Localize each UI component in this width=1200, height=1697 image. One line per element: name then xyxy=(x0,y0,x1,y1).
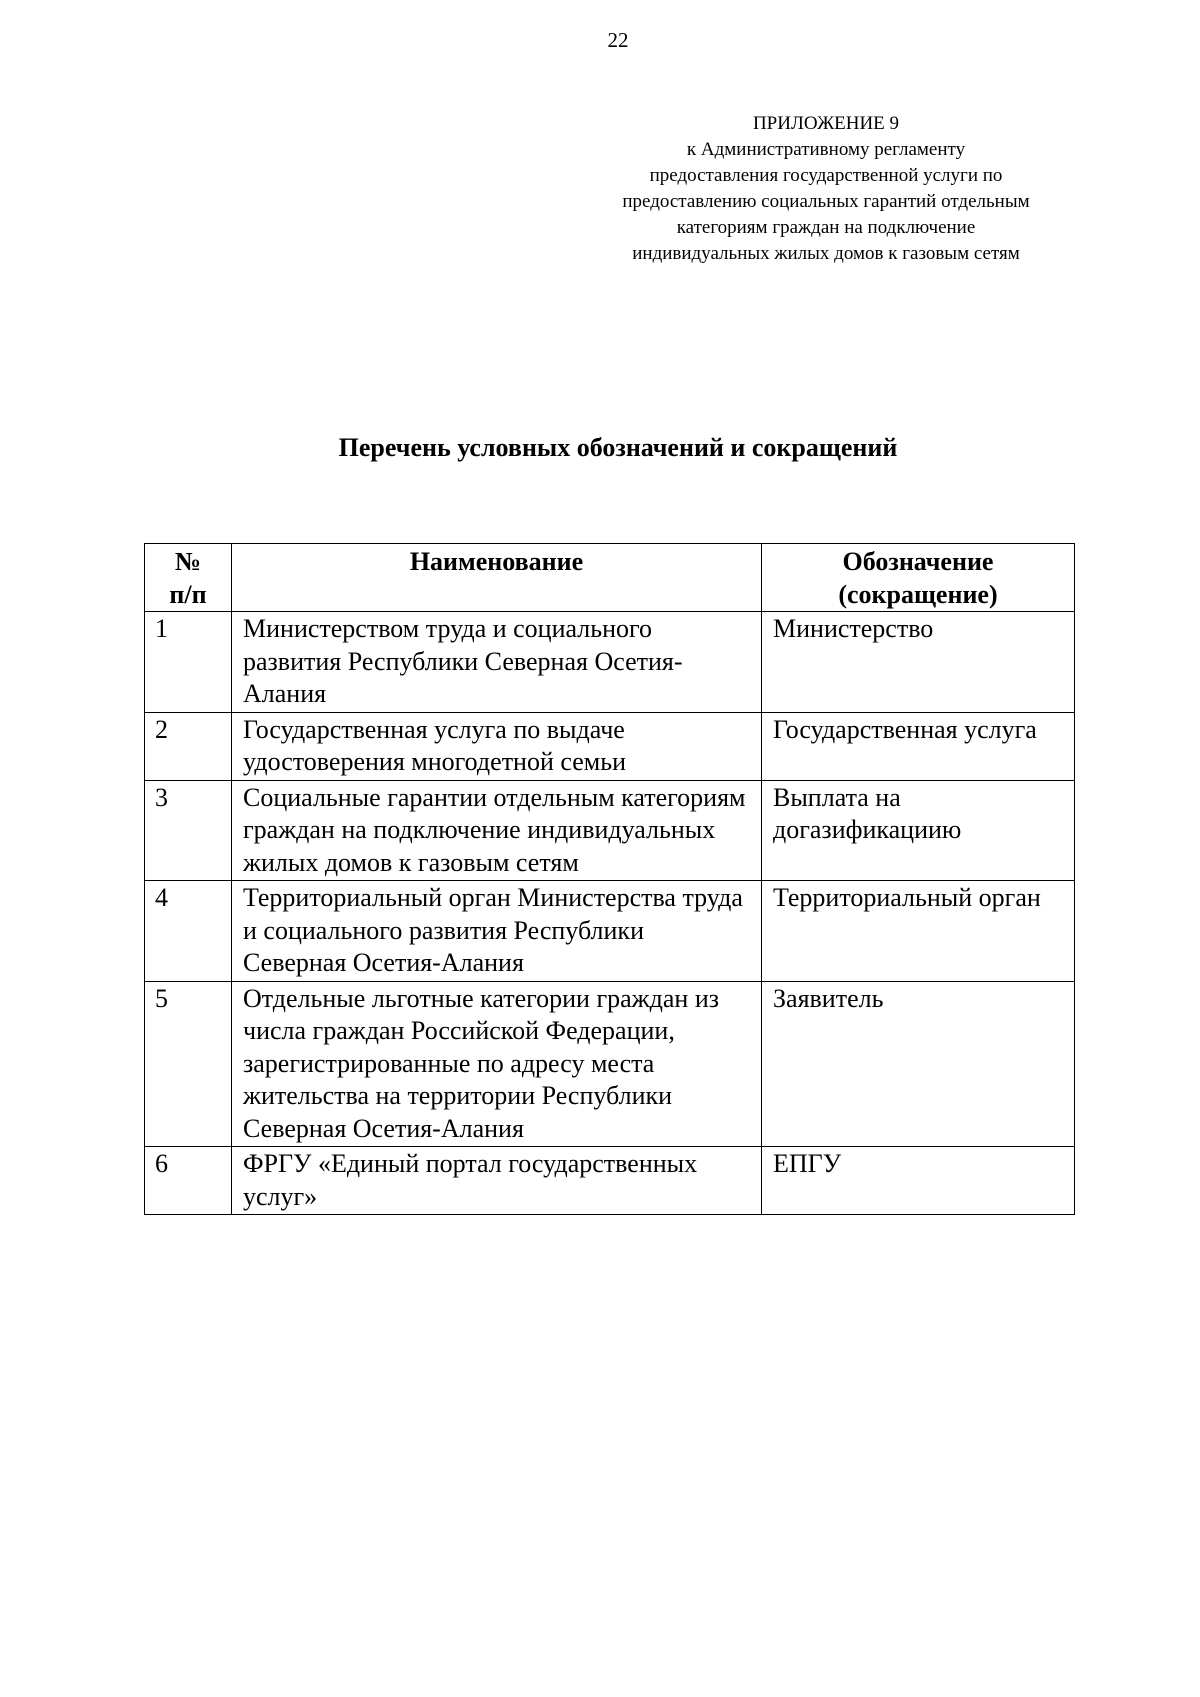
appendix-line: индивидуальных жилых домов к газовым сетям xyxy=(632,243,1020,264)
header-abbreviation-line2: (сокращение) xyxy=(838,579,998,609)
header-name: Наименование xyxy=(232,544,762,612)
row-abbreviation: Министерство xyxy=(762,612,1075,713)
row-number: 5 xyxy=(145,981,232,1147)
header-number xyxy=(145,544,232,612)
appendix-line: категориям граждан на подключение xyxy=(676,217,976,238)
row-name: ФРГУ «Единый портал государственных услуг» xyxy=(232,1147,762,1215)
appendix-line: предоставления государственной услуги по xyxy=(649,165,1003,186)
document-title: Перечень условных обозначений и сокращений xyxy=(338,433,898,462)
page-number: 22 xyxy=(607,28,629,52)
row-abbreviation: Выплата на догазификациию xyxy=(762,780,1075,881)
appendix-header xyxy=(596,111,1056,267)
abbreviations-table xyxy=(144,543,1075,1215)
row-number: 2 xyxy=(145,712,232,780)
table-row xyxy=(145,612,1075,713)
table-row xyxy=(145,981,1075,1147)
row-name: Отдельные льготные категории граждан из числа граждан Российской Федерации, зарегистрированные по адресу места жительства на территории Республики Северная Осетия-Алания xyxy=(232,981,762,1147)
table-row xyxy=(145,780,1075,881)
row-number: 4 xyxy=(145,881,232,982)
row-name: Социальные гарантии отдельным категориям граждан на подключение индивидуальных жилых домов к газовым сетям xyxy=(232,780,762,881)
appendix-line: к Административному регламенту xyxy=(686,139,966,160)
row-name: Государственная услуга по выдаче удостоверения многодетной семьи xyxy=(232,712,762,780)
row-abbreviation: ЕПГУ xyxy=(762,1147,1075,1215)
row-abbreviation: Государственная услуга xyxy=(762,712,1075,780)
row-abbreviation: Территориальный орган xyxy=(762,881,1075,982)
table-header-row xyxy=(145,544,1075,612)
row-number: 1 xyxy=(145,612,232,713)
table-row xyxy=(145,1147,1075,1215)
row-name: Территориальный орган Министерства труда и социального развития Республики Северная Осетия-Алания xyxy=(232,881,762,982)
row-number: 6 xyxy=(145,1147,232,1215)
table-row xyxy=(145,881,1075,982)
row-abbreviation: Заявитель xyxy=(762,981,1075,1147)
table-row xyxy=(145,712,1075,780)
appendix-line: предоставлению социальных гарантий отдельным xyxy=(622,191,1030,212)
row-name: Министерством труда и социального развития Республики Северная Осетия-Алания xyxy=(232,612,762,713)
header-number-line2: п/п xyxy=(169,579,207,609)
row-number: 3 xyxy=(145,780,232,881)
appendix-title: ПРИЛОЖЕНИЕ 9 xyxy=(752,113,900,134)
header-abbreviation-line1: Обозначение xyxy=(842,547,994,576)
header-number-line1: № xyxy=(174,547,202,576)
header-abbreviation xyxy=(762,544,1075,612)
